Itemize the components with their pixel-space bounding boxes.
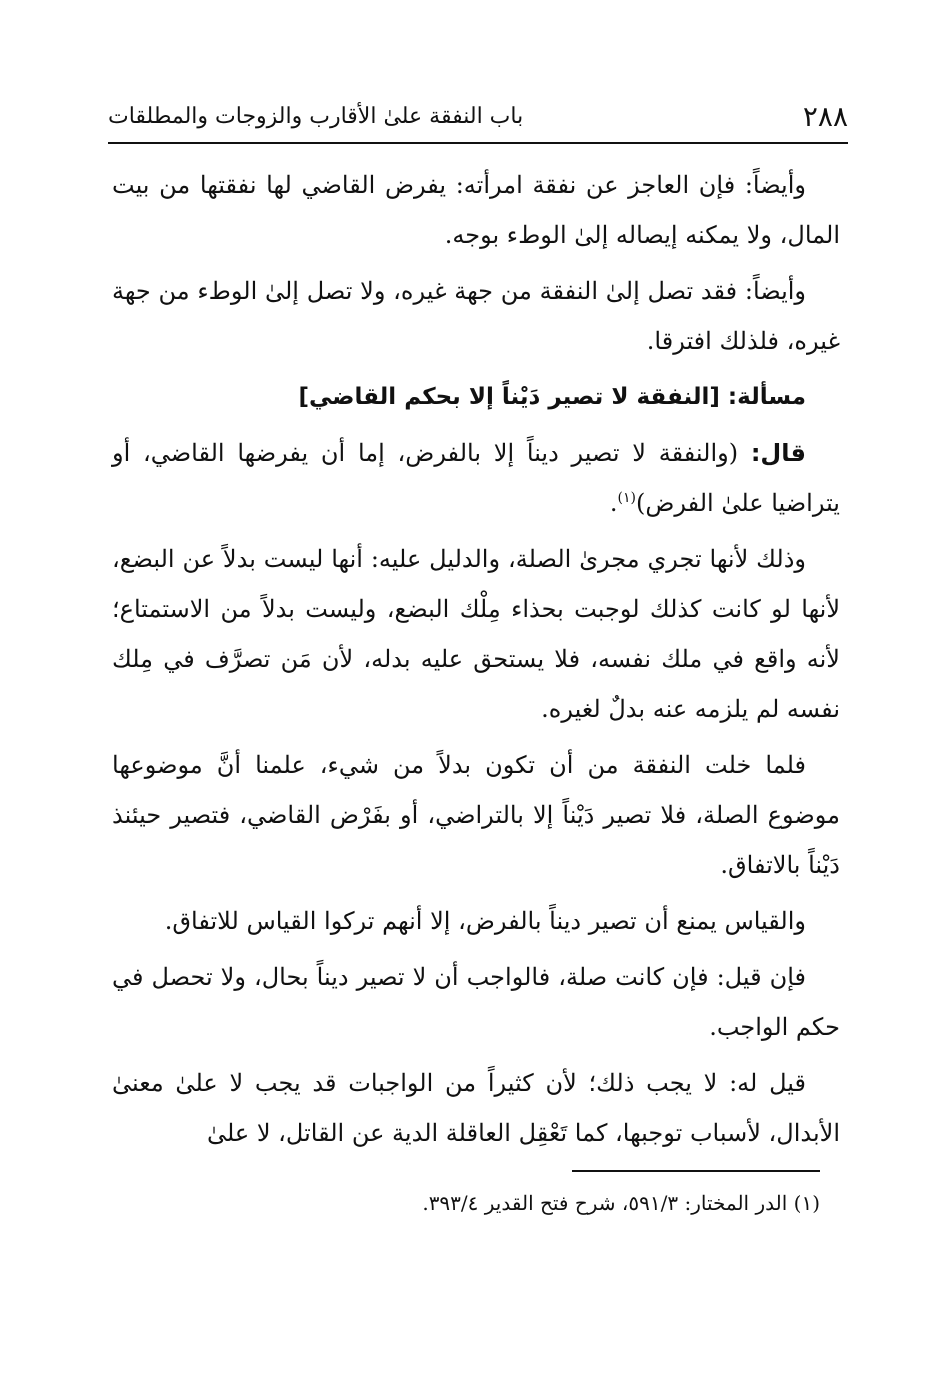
footnote-divider [572, 1170, 820, 1172]
main-text [112, 160, 840, 1164]
paragraph: قيل له: لا يجب ذلك؛ لأن كثيراً من الواجبات قد يجب لا علىٰ معنىٰ الأبدال، لأسباب توجبها، كما تَعْقِل العاقلة الدية عن القاتل، لا علىٰ [112, 1069, 840, 1147]
paragraph-lead: قال: [750, 439, 806, 467]
page-number: ٢٨٨ [802, 99, 848, 133]
paragraph: وأيضاً: فإن العاجز عن نفقة امرأته: يفرض القاضي لها نفقتها من بيت المال، ولا يمكنه إيصاله إلىٰ الوطء بوجه. [112, 171, 840, 249]
section-heading: مسألة: [النفقة لا تصير دَيْناً إلا بحكم القاضي] [298, 384, 806, 410]
paragraph: والقياس يمنع أن تصير ديناً بالفرض، إلا أنهم تركوا القياس للاتفاق. [164, 907, 806, 935]
footnote: (١) الدر المختار: ٥٩١/٣، شرح فتح القدير ٣٩٣/٤. [422, 1191, 820, 1215]
paragraph: وأيضاً: فقد تصل إلىٰ النفقة من جهة غيره، ولا تصل إلىٰ الوطء من جهة غيره، فلذلك افترقا. [112, 277, 840, 355]
paragraph-tail: . [609, 489, 618, 517]
paragraph-text: (والنفقة لا تصير ديناً إلا بالفرض، إما أن يفرضها القاضي، أو يتراضيا علىٰ الفرض) [112, 439, 840, 517]
paragraph: وذلك لأنها تجري مجرىٰ الصلة، والدليل عليه: أنها ليست بدلاً عن البضع، لأنها لو كانت كذلك لوجبت بحذاء مِلْك البضع، وليست بدلاً من الاستمتاع؛ لأنه واقع في ملك نفسه، فلا يستحق عليه بدله، لأن مَن تصرَّف في مِلك نفسه لم يلزمه عنه بدلٌ لغيره. [112, 545, 841, 723]
page-header [108, 96, 848, 136]
running-title: باب النفقة علىٰ الأقارب والزوجات والمطلقات [108, 103, 524, 129]
footnote-marker: (١) [617, 490, 636, 506]
paragraph: فإن قيل: فإن كانت صلة، فالواجب أن لا تصير ديناً بحال، ولا تحصل في حكم الواجب. [112, 963, 840, 1041]
header-divider [108, 142, 848, 144]
paragraph [112, 428, 840, 528]
paragraph: فلما خلت النفقة من أن تكون بدلاً من شيء، علمنا أنَّ موضوعها موضوع الصلة، فلا تصير دَيْناً إلا بالتراضي، أو بفَرْض القاضي، فتصير حيئنذ دَيْناً بالاتفاق. [112, 751, 840, 879]
